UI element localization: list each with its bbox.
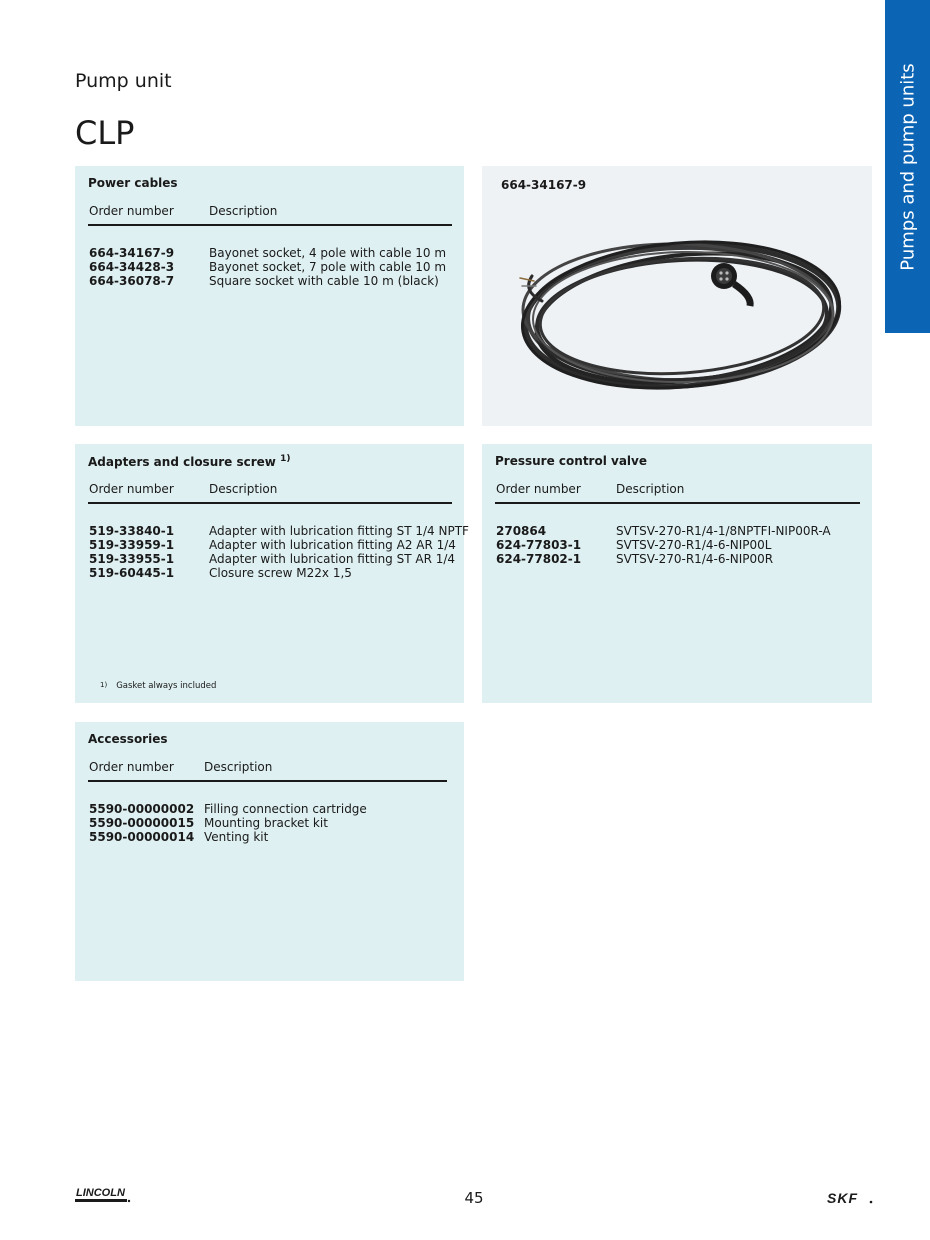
description: Adapter with lubrication fitting ST 1/4 NPTF <box>209 524 469 538</box>
order-number: 664-34167-9 <box>89 246 175 260</box>
footnote <box>100 681 216 691</box>
table-row <box>496 552 860 566</box>
description: Adapter with lubrication fitting ST AR 1/4 <box>209 552 456 566</box>
section-title: Pump unit <box>75 70 172 92</box>
column-header-description: Description <box>209 482 278 496</box>
page-title: CLP <box>75 114 135 152</box>
page-number: 45 <box>464 1189 484 1207</box>
order-number: 5590-00000015 <box>89 816 195 830</box>
pressure-valve-table <box>496 524 860 566</box>
order-number: 5590-00000002 <box>89 802 195 816</box>
accessories-table <box>89 802 452 844</box>
svg-text:SKF: SKF <box>827 1190 858 1206</box>
table-row <box>89 260 452 274</box>
footnote-ref: 1) <box>280 454 291 464</box>
table-row <box>496 524 860 538</box>
accessories-panel <box>75 722 464 981</box>
header-rule <box>88 502 452 504</box>
image-label: 664-34167-9 <box>501 178 587 192</box>
order-number: 624-77802-1 <box>496 552 582 566</box>
power-cables-panel <box>75 166 464 426</box>
description: Venting kit <box>204 830 269 844</box>
description: Mounting bracket kit <box>204 816 328 830</box>
order-number: 5590-00000014 <box>89 830 195 844</box>
coiled-cable-image <box>512 206 852 416</box>
table-row <box>89 802 452 816</box>
side-tab-label: Pumps and pump units <box>897 62 918 271</box>
order-number: 624-77803-1 <box>496 538 582 552</box>
product-image-panel <box>482 166 872 426</box>
table-row <box>496 538 860 552</box>
table-row <box>89 538 456 552</box>
table-row <box>89 552 456 566</box>
adapters-table <box>89 524 469 580</box>
description: SVTSV-270-R1/4-6-NIP00R <box>616 552 774 566</box>
svg-text:LINCOLN: LINCOLN <box>76 1187 125 1199</box>
column-header-order-number: Order number <box>89 482 174 496</box>
description: Bayonet socket, 4 pole with cable 10 m <box>209 246 447 260</box>
description: Filling connection cartridge <box>204 802 367 816</box>
column-header-order-number: Order number <box>89 760 174 774</box>
description: Adapter with lubrication fitting A2 AR 1/4 <box>209 538 456 552</box>
panel-title-text: Adapters and closure screw <box>88 455 276 469</box>
header-rule <box>88 780 447 782</box>
footnote-mark: 1) <box>100 681 108 689</box>
order-number: 519-60445-1 <box>89 566 175 580</box>
order-number: 519-33840-1 <box>89 524 175 538</box>
table-row <box>89 830 452 844</box>
table-row <box>89 566 452 580</box>
order-number: 519-33955-1 <box>89 552 175 566</box>
header-rule <box>88 224 452 226</box>
pressure-valve-panel <box>482 444 872 703</box>
table-row <box>89 816 452 830</box>
order-number: 270864 <box>496 524 547 538</box>
adapters-panel <box>75 444 469 703</box>
column-header-description: Description <box>209 204 278 218</box>
table-row <box>89 246 452 260</box>
table-row <box>89 274 452 288</box>
power-cables-table <box>89 246 452 288</box>
column-header-order-number: Order number <box>89 204 174 218</box>
skf-logo <box>827 1190 875 1206</box>
table-row <box>89 524 469 538</box>
description: SVTSV-270-R1/4-6-NIP00L <box>616 538 772 552</box>
description: SVTSV-270-R1/4-1/8NPTFI-NIP00R-A <box>616 524 831 538</box>
order-number: 664-34428-3 <box>89 260 175 274</box>
description: Closure screw M22x 1,5 <box>209 566 352 580</box>
column-header-description: Description <box>616 482 685 496</box>
footnote-text: Gasket always included <box>116 681 217 691</box>
panel-title <box>88 454 290 469</box>
column-header-order-number: Order number <box>496 482 581 496</box>
column-header-description: Description <box>204 760 273 774</box>
description: Square socket with cable 10 m (black) <box>209 274 439 288</box>
panel-title: Power cables <box>88 176 178 190</box>
description: Bayonet socket, 7 pole with cable 10 m <box>209 260 447 274</box>
header-rule <box>495 502 860 504</box>
order-number: 664-36078-7 <box>89 274 175 288</box>
side-tab[interactable] <box>885 0 930 333</box>
order-number: 519-33959-1 <box>89 538 175 552</box>
panel-title: Pressure control valve <box>495 454 647 468</box>
panel-title: Accessories <box>88 732 168 746</box>
